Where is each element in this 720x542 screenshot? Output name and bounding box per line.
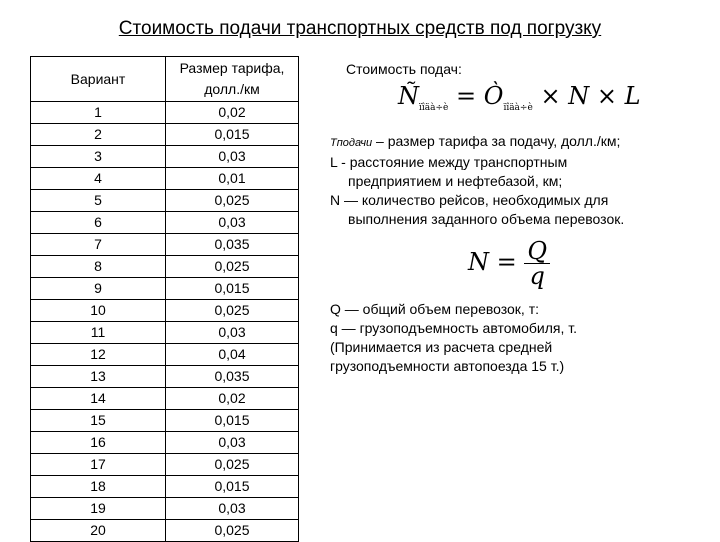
tpod-symbol: Tподачи	[330, 136, 373, 149]
variant-cell: 2	[31, 124, 166, 146]
page-title: Стоимость подачи транспортных средств под погрузку	[118, 18, 602, 39]
tariff-cell: 0,02	[166, 388, 299, 410]
formula2-denominator: q	[529, 261, 545, 290]
tariff-cell: 0,015	[166, 410, 299, 432]
table-row	[31, 476, 299, 498]
note-line2: грузоподъемности автопоезда 15 т.)	[330, 357, 565, 374]
tariff-cell: 0,02	[166, 102, 299, 124]
table-row	[31, 366, 299, 388]
table-row	[31, 520, 299, 542]
table-row	[31, 432, 299, 454]
variant-cell: 1	[31, 102, 166, 124]
variant-cell: 12	[31, 344, 166, 366]
variant-cell: 7	[31, 234, 166, 256]
explanation-panel	[330, 60, 710, 376]
tariff-cell: 0,035	[166, 366, 299, 388]
variant-cell: 16	[31, 432, 166, 454]
tariff-table	[30, 56, 299, 542]
n-definition-line1: N — количество рейсов, необходимых для	[330, 191, 609, 208]
table-row	[31, 190, 299, 212]
tpod-text: – размер тарифа за подачу, долл./км;	[372, 132, 621, 149]
table-row	[31, 124, 299, 146]
table-row	[31, 102, 299, 124]
table-row	[31, 146, 299, 168]
formula-eq: =	[456, 82, 477, 110]
formula-n: N	[568, 82, 590, 110]
trips-formula	[468, 236, 710, 290]
tariff-cell: 0,015	[166, 476, 299, 498]
table-row	[31, 344, 299, 366]
header-tariff: Размер тарифа, долл./км	[166, 57, 299, 102]
table-row	[31, 454, 299, 476]
variant-cell: 14	[31, 388, 166, 410]
header-variant: Вариант	[31, 57, 166, 102]
tariff-cell: 0,015	[166, 124, 299, 146]
tariff-cell: 0,03	[166, 212, 299, 234]
formula-t-sub: ïîäà÷è	[503, 102, 533, 113]
tariff-cell: 0,025	[166, 300, 299, 322]
formula2-fraction	[524, 236, 550, 290]
tariff-cell: 0,03	[166, 432, 299, 454]
tariff-cell: 0,015	[166, 278, 299, 300]
variant-cell: 4	[31, 168, 166, 190]
formula-lhs: Ñ	[398, 82, 419, 110]
tariff-cell: 0,03	[166, 322, 299, 344]
table-row	[31, 410, 299, 432]
tariff-cell: 0,04	[166, 344, 299, 366]
table-row	[31, 256, 299, 278]
cost-formula	[398, 82, 710, 118]
tariff-cell: 0,025	[166, 520, 299, 542]
variant-cell: 19	[31, 498, 166, 520]
small-q-definition: q — грузоподъемность автомобиля, т.	[330, 319, 578, 336]
formula-times-1: ×	[540, 82, 561, 110]
table-row	[31, 300, 299, 322]
n-definition-line2: выполнения заданного объема перевозок.	[348, 210, 625, 227]
tariff-cell: 0,025	[166, 454, 299, 476]
cost-label: Стоимость подач:	[346, 61, 462, 77]
table-row	[31, 234, 299, 256]
tariff-cell: 0,03	[166, 146, 299, 168]
variant-cell: 20	[31, 520, 166, 542]
variant-cell: 18	[31, 476, 166, 498]
variant-cell: 6	[31, 212, 166, 234]
note-line1: (Принимается из расчета средней	[330, 338, 553, 355]
table-row	[31, 212, 299, 234]
formula-times-2: ×	[596, 82, 617, 110]
l-definition-line1: L - расстояние между транспортным	[330, 153, 568, 170]
formula2-eq: =	[496, 247, 517, 276]
variant-cell: 11	[31, 322, 166, 344]
table-row	[31, 322, 299, 344]
tariff-cell: 0,025	[166, 256, 299, 278]
formula2-numerator: Q	[524, 239, 550, 264]
variant-cell: 17	[31, 454, 166, 476]
table-row	[31, 168, 299, 190]
tariff-cell: 0,03	[166, 498, 299, 520]
tariff-cell: 0,025	[166, 190, 299, 212]
formula-l: L	[624, 82, 641, 110]
formula2-lhs: N	[468, 247, 489, 276]
tariff-cell: 0,035	[166, 234, 299, 256]
table-row	[31, 278, 299, 300]
variant-cell: 9	[31, 278, 166, 300]
formula-lhs-sub: ïîäà÷è	[419, 102, 449, 113]
variant-cell: 3	[31, 146, 166, 168]
variant-cell: 10	[31, 300, 166, 322]
variant-cell: 8	[31, 256, 166, 278]
variant-cell: 13	[31, 366, 166, 388]
table-row	[31, 498, 299, 520]
variant-cell: 15	[31, 410, 166, 432]
tariff-cell: 0,01	[166, 168, 299, 190]
q-definition: Q — общий объем перевозок, т:	[330, 300, 540, 317]
table-header-row	[31, 57, 299, 102]
tpod-definition	[330, 132, 710, 153]
table-body	[31, 102, 299, 542]
l-definition-line2: предприятием и нефтебазой, км;	[348, 172, 563, 189]
formula-t: Ò	[483, 82, 504, 110]
table-row	[31, 388, 299, 410]
variant-cell: 5	[31, 190, 166, 212]
